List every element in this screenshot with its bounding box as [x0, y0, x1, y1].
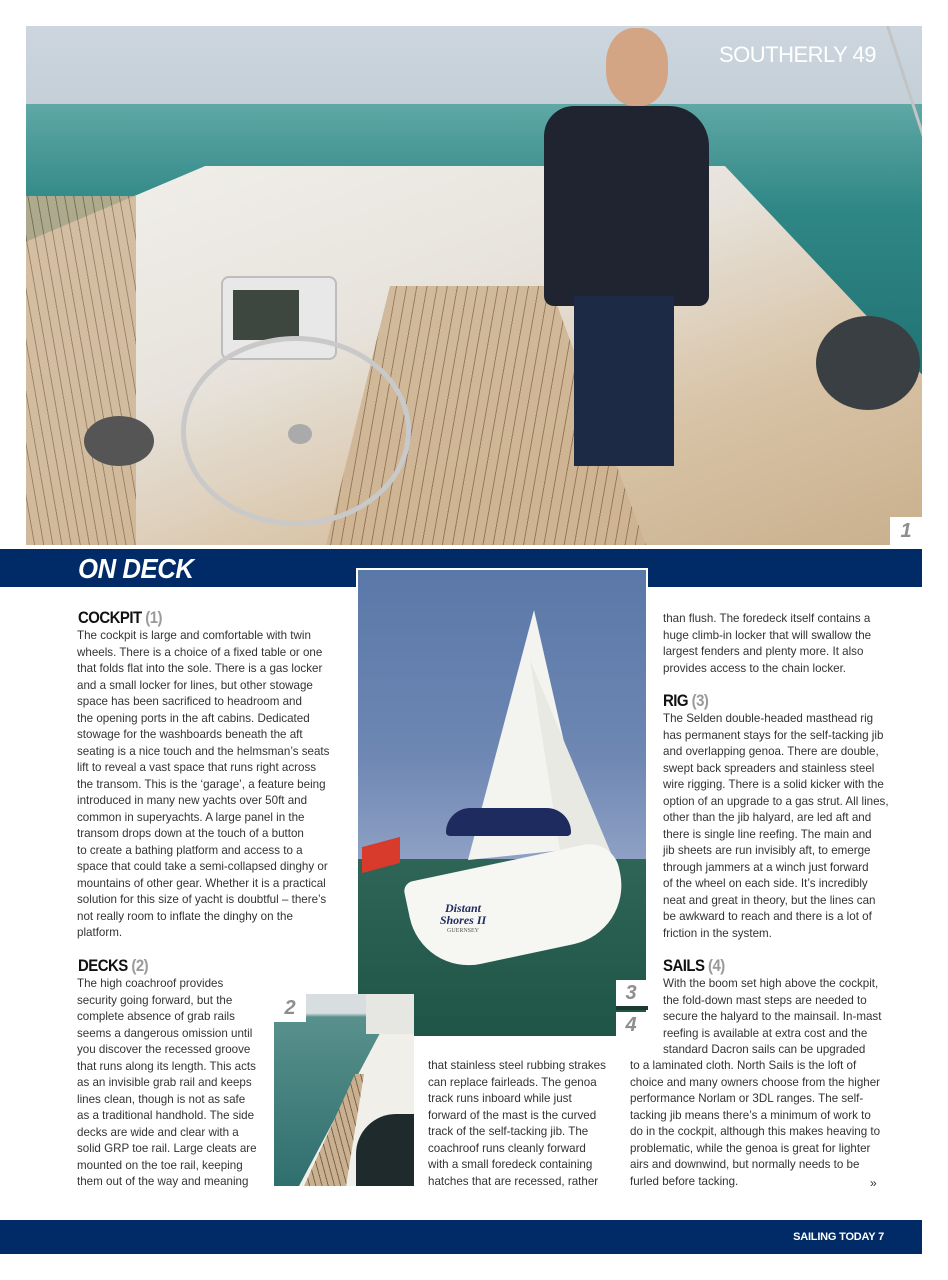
text-line: of the wheel on each side. It’s incredibly — [663, 877, 868, 890]
helmsman-jacket — [544, 106, 709, 306]
text-line: platform. — [77, 926, 123, 939]
text-line: swept back spreaders and stainless steel — [663, 761, 875, 775]
text-line: jib sheets are run invisibly aft, to emerge — [663, 844, 871, 857]
teak-side-deck — [26, 196, 136, 545]
text-line: lift to reveal a vast space that runs right across — [77, 761, 317, 774]
rig-body — [663, 711, 898, 942]
text-line: option of an upgrade to a gas strut. All lines, — [663, 794, 889, 808]
text-line: space that could take a semi-collapsed dinghy or — [77, 860, 328, 873]
text-line: wire rigging. There is a solid kicker with the — [663, 778, 884, 791]
text-line: forward of the mast is the curved — [428, 1108, 597, 1122]
decks-body-continued-2 — [663, 611, 898, 677]
text-line: track of the self-tacking jib. The — [428, 1125, 589, 1138]
photo-number-1: 1 — [890, 517, 922, 545]
sails-body-continued — [630, 1058, 895, 1190]
folio: SAILING TODAY 7 — [793, 1231, 884, 1243]
transom-name — [428, 902, 498, 926]
photo-number-3: 3 — [616, 980, 646, 1006]
text-line: problematic, while the genoa is great for lighter — [630, 1141, 871, 1155]
continue-arrow-icon: » — [870, 1176, 877, 1190]
text-line: seating is a nice touch and the helmsman’s seats — [77, 744, 330, 758]
text-line: largest fenders and plenty more. It also — [663, 645, 864, 658]
text-line: With the boom set high above the cockpit, — [663, 977, 879, 990]
text-line: secure the halyard to the mainsail. In-mast — [663, 1010, 882, 1023]
text-line: transom drops down at the touch of a button — [77, 827, 304, 840]
text-line: airs and downwind, but normally needs to be — [630, 1158, 860, 1171]
text-line: them out of the way and meaning — [77, 1175, 249, 1188]
decks-body-continued — [428, 1058, 613, 1190]
text-line: security going forward, but the — [77, 993, 233, 1007]
text-line: the opening ports in the aft cabins. Dedicated — [77, 711, 310, 725]
heading-number: (3) — [691, 691, 709, 710]
red-ensign-flag — [362, 837, 400, 873]
heading-number: (1) — [145, 608, 162, 627]
decks-body — [77, 976, 267, 1191]
transom-name-line1: Distant — [444, 901, 481, 915]
text-line: The high coachroof provides — [77, 977, 224, 990]
photo-side-deck — [274, 994, 414, 1186]
sail — [366, 994, 414, 1034]
section-title: ON DECK — [78, 553, 194, 584]
text-line: other than the jib halyard, are led aft and — [663, 811, 872, 824]
text-line: and overlapping genoa. There are double, — [663, 745, 879, 758]
text-line: solution for this size of yacht is doubtful – there’s — [77, 893, 327, 906]
text-line: has permanent stays for the self-tacking jib — [663, 728, 884, 742]
text-line: track runs inboard while just — [428, 1092, 572, 1105]
text-line: be awkward to reach and there is a lot of — [663, 910, 872, 923]
winch — [84, 416, 154, 466]
heading-text: SAILS — [663, 956, 705, 975]
photo-number-4: 4 — [616, 1012, 646, 1038]
text-line: and a small locker for lines, but other stowage — [77, 678, 313, 692]
text-line: with a small foredeck containing — [428, 1158, 593, 1171]
text-line: complete absence of grab rails — [77, 1010, 235, 1023]
text-line: seems a dangerous omission until — [77, 1026, 253, 1040]
photo-number-2: 2 — [274, 994, 306, 1022]
cockpit-body — [77, 628, 342, 942]
cockpit-heading — [78, 608, 162, 628]
text-line: provides access to the chain locker. — [663, 661, 847, 675]
text-line: not really room to inflate the dinghy on the — [77, 909, 293, 923]
heading-text: DECKS — [78, 956, 128, 975]
text-line: as an invisible grab rail and keeps — [77, 1076, 252, 1089]
helmsman-jeans — [574, 296, 674, 466]
heading-number: (2) — [131, 956, 149, 975]
bimini — [446, 808, 571, 836]
text-line: the fold-down mast steps are needed to — [663, 993, 867, 1007]
text-line: choice and many owners choose from the higher — [630, 1075, 881, 1089]
text-line: than flush. The foredeck itself contains a — [663, 612, 871, 625]
text-line: do in the cockpit, although this makes heaving to — [630, 1125, 881, 1138]
text-line: huge climb-in locker that will swallow the — [663, 628, 872, 642]
text-line: introduced in many new yachts over 50ft and — [77, 794, 308, 807]
text-line: friction in the system. — [663, 926, 772, 940]
rig-heading — [663, 691, 708, 711]
running-header: SOUTHERLY 49 — [718, 42, 876, 67]
text-line: performance Norlam or 3DL ranges. The self- — [630, 1092, 864, 1105]
helmsman-head — [606, 28, 668, 106]
heading-number: (4) — [708, 956, 725, 975]
footer-band — [0, 1220, 922, 1254]
text-line: there is single line reefing. The main and — [663, 827, 872, 841]
text-line: the transom. This is the ‘garage’, a feature being — [77, 777, 326, 791]
deck-fitting — [816, 316, 920, 410]
text-line: The cockpit is large and comfortable with twin — [77, 629, 311, 642]
text-line: lines clean, though is not as safe — [77, 1092, 246, 1106]
text-line: coachroof runs cleanly forward — [428, 1141, 586, 1155]
text-line: wheels. There is a choice of a fixed table or one — [77, 645, 323, 659]
heading-text: RIG — [663, 691, 689, 710]
text-line: you discover the recessed groove — [77, 1043, 251, 1056]
text-line: standard Dacron sails can be upgraded — [663, 1043, 866, 1056]
text-line: common in superyachts. A large panel in the — [77, 810, 305, 824]
text-line: that folds flat into the sole. There is a gas locker — [77, 662, 323, 675]
text-line: to a laminated cloth. North Sails is the loft of — [630, 1059, 857, 1072]
text-line: neat and great in theory, but the lines can — [663, 893, 876, 907]
hero-photo-cockpit — [26, 26, 922, 545]
decks-heading — [78, 956, 148, 976]
text-line: furled before tacking. — [630, 1174, 739, 1188]
text-line: reefing is available at extra cost and the — [663, 1026, 868, 1040]
text-line: solid GRP toe rail. Large cleats are — [77, 1142, 257, 1155]
transom-name-line2: Shores II — [439, 913, 487, 927]
text-line: can replace fairleads. The genoa — [428, 1075, 597, 1089]
text-line: decks are wide and clear with a — [77, 1125, 239, 1139]
wheel-hub — [288, 424, 312, 444]
text-line: stowage for the washboards beneath the aft — [77, 728, 303, 741]
text-line: space has been sacrificed to headroom and — [77, 695, 302, 708]
text-line: to create a bathing platform and access to a — [77, 843, 303, 857]
sails-body — [663, 976, 893, 1059]
text-line: through jammers at a winch just forward — [663, 860, 869, 874]
sails-heading — [663, 956, 725, 976]
text-line: hatches that are recessed, rather — [428, 1174, 599, 1188]
heading-text: COCKPIT — [78, 608, 142, 627]
text-line: The Selden double-headed masthead rig — [663, 712, 874, 725]
photo-yacht-under-sail — [356, 568, 648, 1038]
text-line: tacking jib means there’s a minimum of work to — [630, 1108, 871, 1122]
text-line: mounted on the toe rail, keeping — [77, 1158, 243, 1172]
text-line: that runs along its length. This acts — [77, 1059, 256, 1073]
text-line: that stainless steel rubbing strakes — [428, 1059, 606, 1072]
tag-divider — [616, 1006, 648, 1010]
transom-port: GUERNSEY — [446, 928, 479, 934]
text-line: as a traditional handhold. The side — [77, 1109, 255, 1122]
text-line: mountains of other gear. Whether it is a practical — [77, 876, 326, 890]
